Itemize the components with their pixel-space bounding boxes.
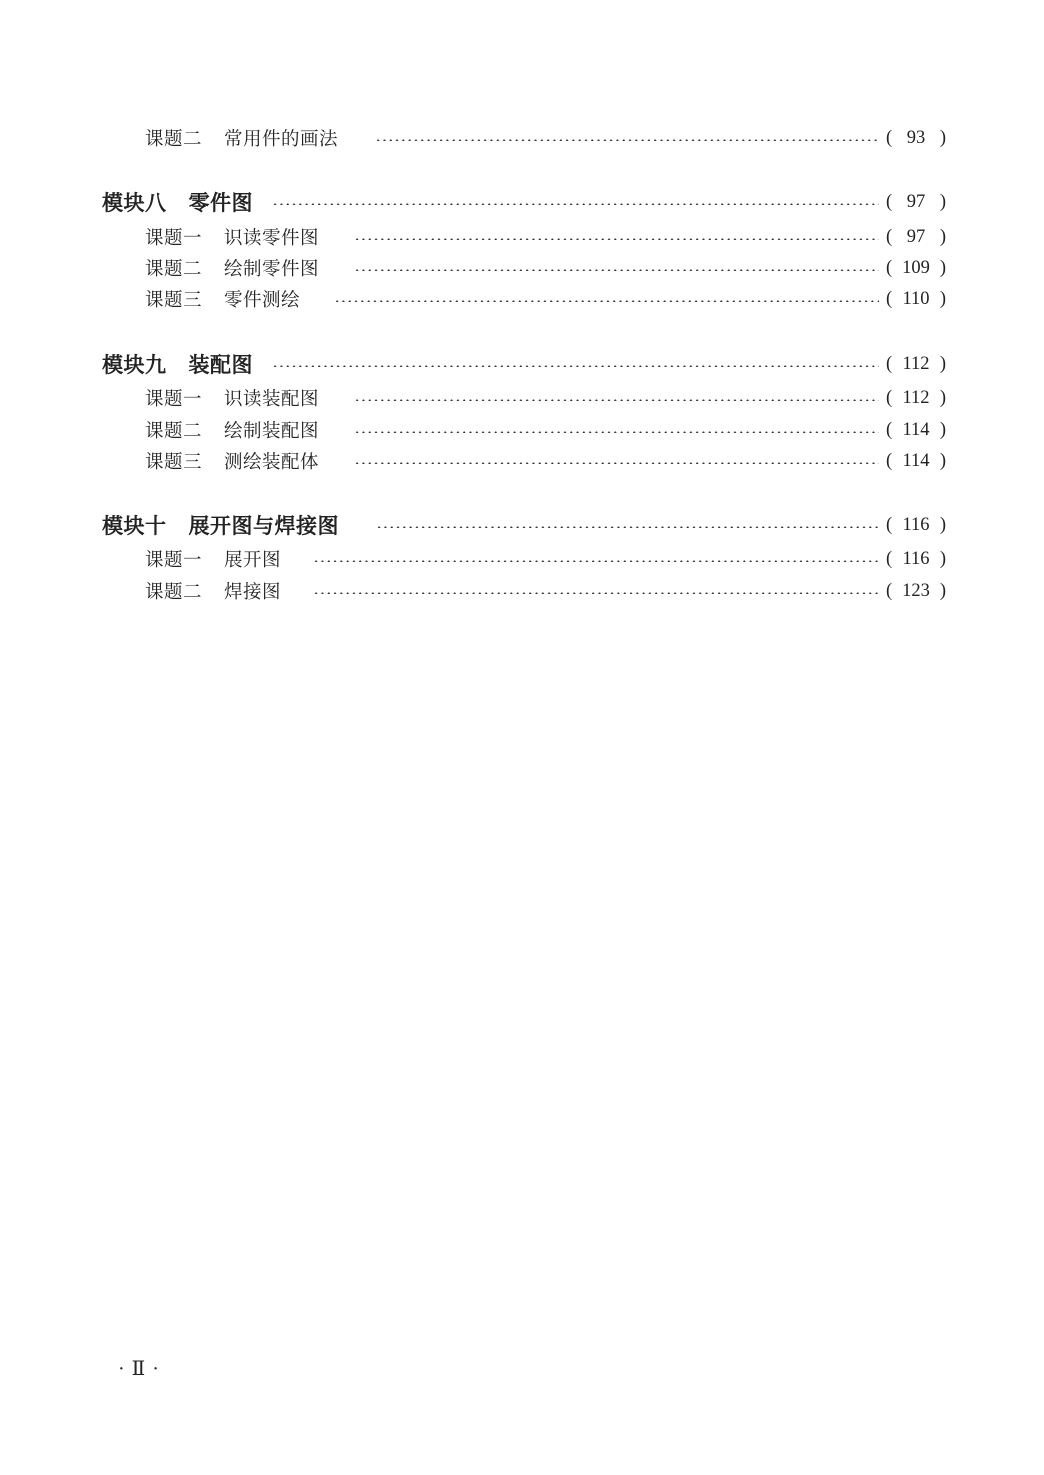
toc-entry-label: 课题一 识读零件图 [145, 228, 320, 249]
toc-page-ref: ( 112 ) [886, 353, 946, 374]
toc-page-ref: ( 116 ) [886, 548, 946, 569]
toc-entry[interactable] [0, 282, 1044, 316]
toc-entry-label: 模块十 展开图与焊接图 [102, 514, 339, 538]
page-number-footer: · Ⅱ · [118, 1358, 160, 1380]
toc-entry-label: 课题二 常用件的画法 [145, 129, 339, 150]
toc-entry[interactable] [0, 381, 1044, 415]
toc-page-ref: ( 109 ) [886, 257, 946, 278]
toc-page-ref: ( 93 ) [886, 127, 946, 148]
toc-page-ref: ( 110 ) [886, 288, 946, 309]
toc-entry[interactable] [0, 413, 1044, 447]
toc-entry[interactable] [0, 508, 1044, 542]
toc-entry[interactable] [0, 121, 1044, 155]
toc-page-ref: ( 114 ) [886, 419, 946, 440]
toc-page-ref: ( 97 ) [886, 191, 946, 212]
dot-leader [354, 462, 879, 464]
toc-entry[interactable] [0, 542, 1044, 576]
toc-entry-label: 课题三 零件测绘 [145, 290, 301, 311]
dot-leader [272, 365, 879, 367]
toc-entry[interactable] [0, 251, 1044, 285]
toc-page-ref: ( 116 ) [886, 514, 946, 535]
toc-entry-label: 课题一 识读装配图 [145, 389, 320, 410]
toc-entry-label: 模块九 装配图 [102, 353, 253, 377]
dot-leader [354, 399, 879, 401]
dot-leader [354, 269, 879, 271]
toc-entry-label: 课题一 展开图 [145, 550, 282, 571]
dot-leader [375, 139, 879, 141]
dot-leader [313, 560, 879, 562]
toc-page-ref: ( 97 ) [886, 226, 946, 247]
toc-entry-label: 课题二 绘制零件图 [145, 259, 320, 280]
toc-entry-label: 课题二 焊接图 [145, 582, 282, 603]
toc-entry[interactable] [0, 220, 1044, 254]
dot-leader [334, 300, 879, 302]
dot-leader [354, 431, 879, 433]
dot-leader [376, 526, 879, 528]
toc-entry[interactable] [0, 574, 1044, 608]
dot-leader [272, 203, 879, 205]
dot-leader [354, 238, 879, 240]
toc-page-ref: ( 114 ) [886, 450, 946, 471]
toc-page-ref: ( 112 ) [886, 387, 946, 408]
toc-entry-label: 课题二 绘制装配图 [145, 421, 320, 442]
toc-entry-label: 模块八 零件图 [102, 191, 253, 215]
toc-entry-label: 课题三 测绘装配体 [145, 452, 320, 473]
toc-entry[interactable] [0, 185, 1044, 219]
toc-page-ref: ( 123 ) [886, 580, 946, 601]
toc-entry[interactable] [0, 444, 1044, 478]
toc-entry[interactable] [0, 347, 1044, 381]
dot-leader [313, 592, 879, 594]
